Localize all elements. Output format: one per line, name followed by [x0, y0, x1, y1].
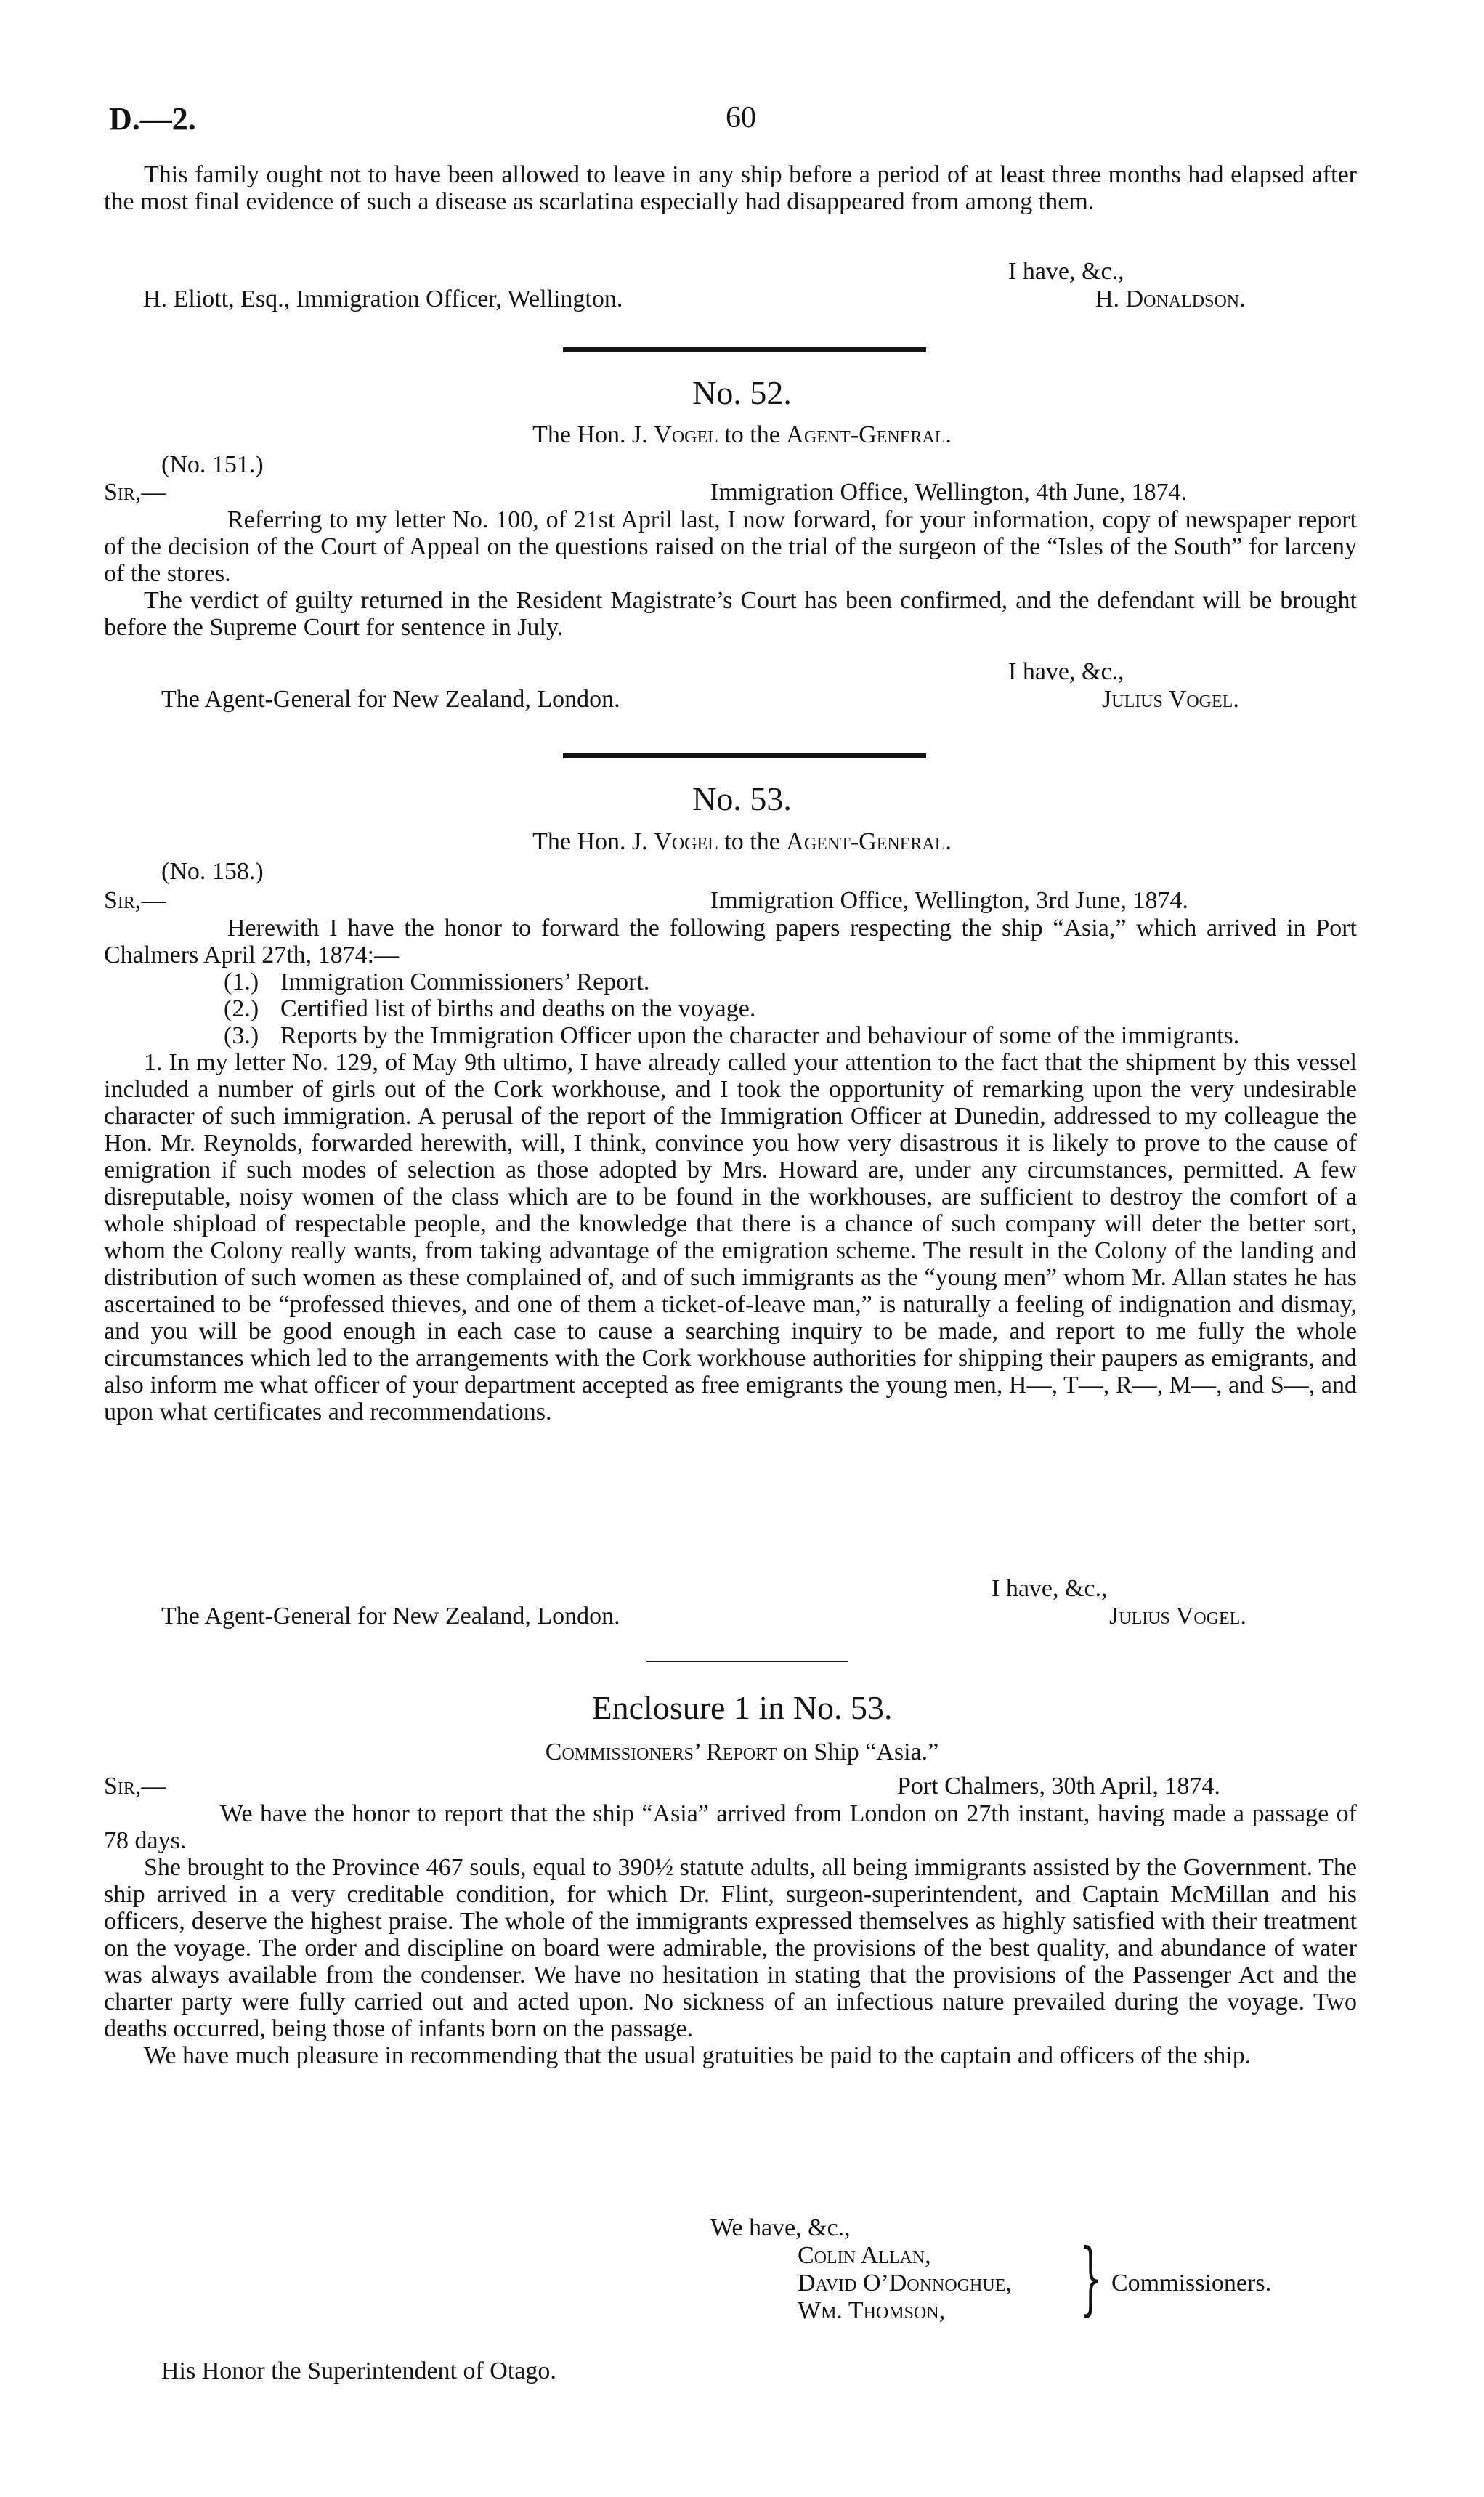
commissioners-role: Commissioners.: [1111, 2270, 1272, 2296]
no52-body: [104, 506, 1357, 641]
section-rule: [563, 347, 926, 352]
page-number: 60: [726, 101, 756, 134]
enclosure-paragraph-2: She brought to the Province 467 souls, equal to 390½ statute adults, all being immigrants assisted by the Government. The ship arrived in a very creditable condition, for which Dr. Flint, surgeon-superintendent, and Captain McMillan and his officers, deserve the highest praise. The whole of the immigrants expressed themselves as highly satisfied with their treatment on the voyage. The order and discipline on board were admirable, the provisions of the best quality, and abundance of water was always available from the condenser. We have no hesitation in stating that the provisions of the Passenger Act and the charter party were fully carried out and acted upon. No sickness of an infectious nature prevailed during the voyage. Two deaths occurred, being those of infants born on the passage.: [104, 1854, 1357, 2042]
no53-salutation: Sir,—: [104, 887, 166, 914]
enclosure-addressee: His Honor the Superintendent of Otago.: [161, 2358, 556, 2384]
no53-signature: Julius Vogel.: [1109, 1603, 1246, 1630]
enclosure-place-date: Port Chalmers, 30th April, 1874.: [897, 1773, 1220, 1800]
no53-item: (1.) Immigration Commissioners’ Report.: [224, 968, 650, 995]
no53-item: (3.) Reports by the Immigration Officer upon the character and behaviour of some of the immigrants.: [224, 1022, 1240, 1049]
no52-signature: Julius Vogel.: [1102, 686, 1239, 713]
no53-item: (2.) Certified list of births and deaths on the voyage.: [224, 995, 756, 1022]
brace-icon: }: [1079, 2231, 1103, 2324]
no53-closing: I have, &c.,: [992, 1575, 1108, 1602]
enclosure-subtitle: Commissioners’ Report on Ship “Asia.”: [545, 1739, 939, 1765]
no52-paragraph-1: Referring to my letter No. 100, of 21st April last, I now forward, for your information, copy of newspaper report of the decision of the Court of Appeal on the questions raised on the trial of the surgeon of the “Isles of the South” for larceny of the stores.: [104, 506, 1357, 587]
enclosure-heading: Enclosure 1 in No. 53.: [591, 1689, 893, 1726]
no52-heading: No. 52.: [692, 374, 792, 411]
no53-subtitle: The Hon. J. Vogel to the Agent-General.: [532, 828, 952, 855]
enclosure-body: [104, 1800, 1357, 2069]
no52-letter-number: (No. 151.): [161, 451, 264, 478]
no53-body: [104, 915, 1357, 1425]
no53-main-paragraph: 1. In my letter No. 129, of May 9th ultimo, I have already called your attention to the fact that the shipment by this vessel included a number of girls out of the Cork workhouse, and I took the opportunity of remarking upon the very undesirable character of such immigration. A perusal of the report of the Immigration Officer at Dunedin, addressed to my colleague the Hon. Mr. Reynolds, forwarded herewith, will, I think, convince you how very disastrous it is likely to prove to the cause of emigration if such modes of selection as those adopted by Mrs. Howard are, under any circumstances, permitted. A few disreputable, noisy women of the class which are to be found in the workhouses, are sufficient to destroy the comfort of a whole shipload of respectable people, and the knowledge that there is a chance of such company will deter the better sort, whom the Colony really wants, from taking advantage of the emigration scheme. The result in the Colony of the landing and distribution of such women as these complained of, and of such immigrants as the “young men” whom Mr. Allan states he has ascertained to be “professed thieves, and one of them a ticket-of-leave man,” is naturally a feeling of indignation and dismay, and you will be good enough in each case to cause a searching inquiry to be made, and report to me fully the whole circumstances which led to the arrangements with the Cork workhouse authorities for shipping their paupers as emigrants, and also inform me what officer of your department accepted as free emigrants the young men, H—, T—, R—, M—, and S—, and upon what certificates and recommendations.: [104, 1049, 1357, 1425]
document-reference: D.—2.: [109, 101, 196, 137]
intro-signature: H. Donaldson.: [1095, 286, 1246, 312]
intro-paragraph: This family ought not to have been allowed to leave in any ship before a period of at least three months had elapsed after the most final evidence of such a disease as scarlatina especially had disappeared from among them.: [104, 161, 1357, 215]
intro-closing: I have, &c.,: [1008, 258, 1124, 285]
no52-salutation: Sir,—: [104, 479, 166, 506]
no52-closing: I have, &c.,: [1008, 658, 1124, 685]
no52-addressee: The Agent-General for New Zealand, London.: [161, 686, 620, 713]
section-rule: [563, 753, 926, 758]
enclosure-salutation: Sir,—: [104, 1773, 166, 1800]
intro-section: [104, 161, 1357, 215]
signer-name: David O’Donnoghue,: [798, 2270, 1012, 2296]
running-header: [102, 100, 1380, 144]
enclosure-closing: We have, &c.,: [710, 2214, 851, 2241]
enclosure-paragraph-3: We have much pleasure in recommending that the usual gratuities be paid to the captain and officers of the ship.: [144, 2042, 1252, 2069]
no53-heading: No. 53.: [692, 780, 792, 817]
no53-intro: Herewith I have the honor to forward the following papers respecting the ship “Asia,” which arrived in Port Chalmers April 27th, 1874:—: [104, 915, 1357, 968]
intro-addressee: H. Eliott, Esq., Immigration Officer, Wellington.: [143, 286, 623, 312]
enclosure-paragraph-1: We have the honor to report that the ship “Asia” arrived from London on 27th instant, having made a passage of 78 days.: [104, 1800, 1357, 1854]
no53-letter-number: (No. 158.): [161, 858, 264, 885]
no53-addressee: The Agent-General for New Zealand, London.: [161, 1603, 620, 1630]
no52-place-date: Immigration Office, Wellington, 4th June, 1874.: [710, 479, 1188, 506]
no52-paragraph-2: The verdict of guilty returned in the Resident Magistrate’s Court has been confirmed, and the defendant will be brought before the Supreme Court for sentence in July.: [104, 587, 1357, 641]
signer-name: Wm. Thomson,: [798, 2297, 946, 2324]
enclosure-rule: [646, 1661, 848, 1662]
no53-place-date: Immigration Office, Wellington, 3rd June, 1874.: [710, 887, 1188, 914]
no52-subtitle: The Hon. J. Vogel to the Agent-General.: [532, 421, 952, 448]
signer-name: Colin Allan,: [798, 2242, 931, 2269]
